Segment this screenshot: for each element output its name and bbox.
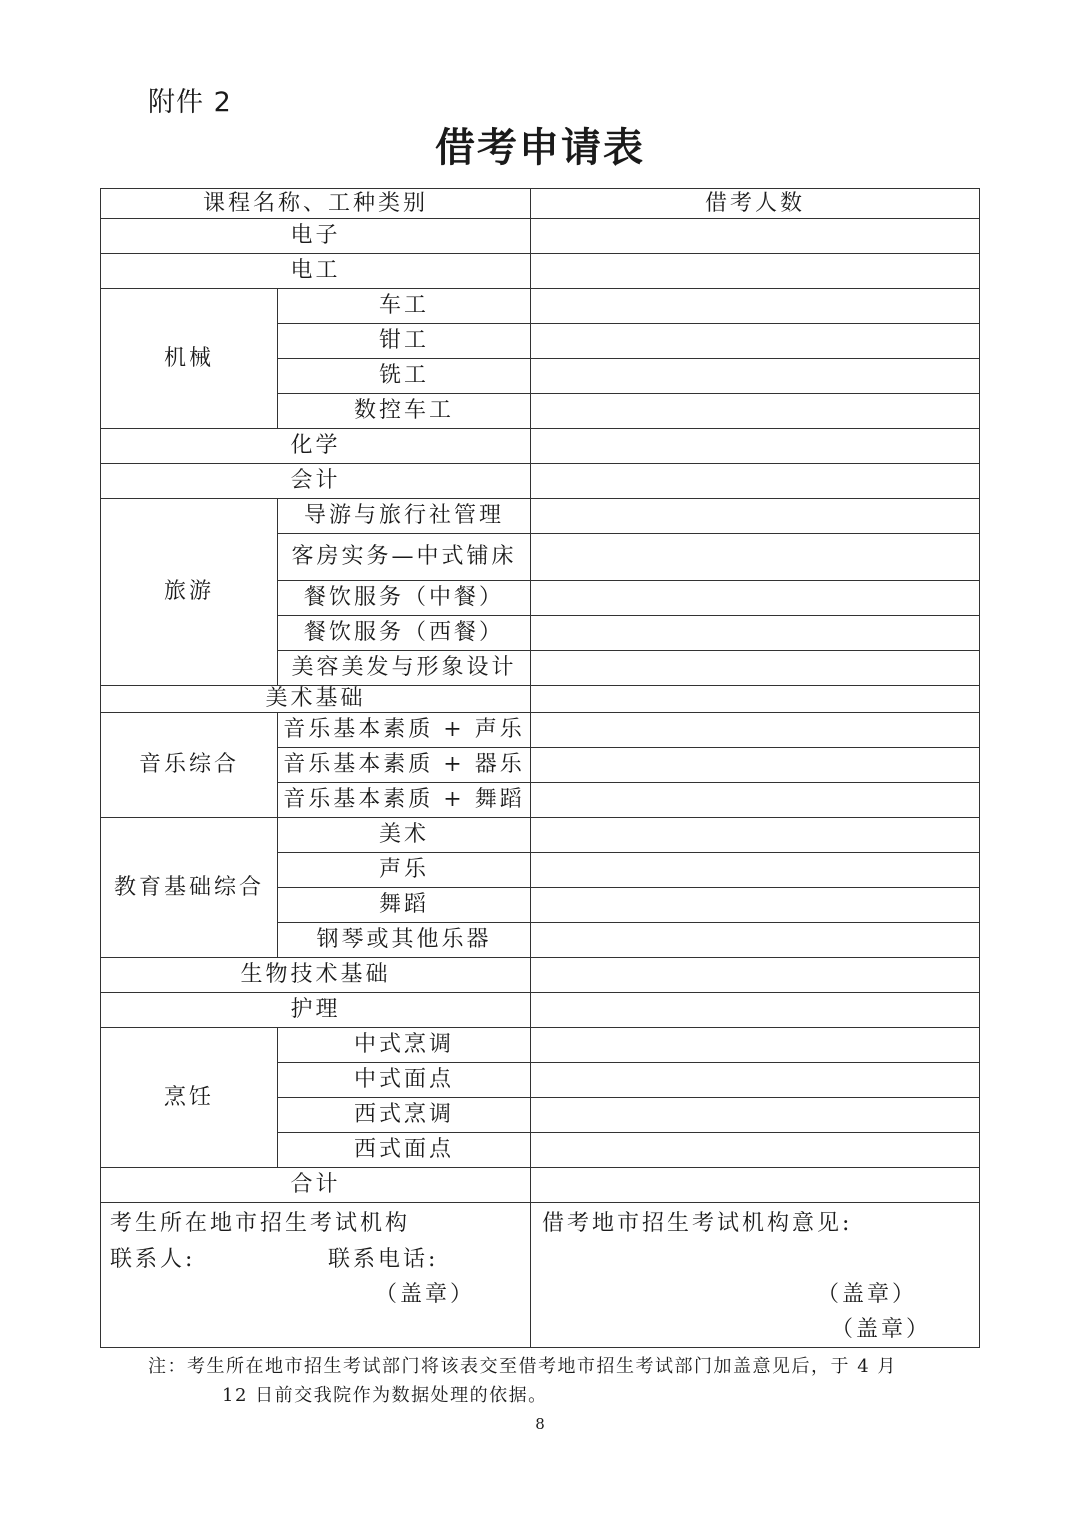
count-cell[interactable] bbox=[531, 616, 980, 651]
course-chemistry: 化学 bbox=[101, 429, 531, 464]
count-cell[interactable] bbox=[531, 394, 980, 429]
count-cell[interactable] bbox=[531, 713, 980, 748]
attachment-label: 附件 2 bbox=[148, 87, 232, 118]
count-cell[interactable] bbox=[531, 888, 980, 923]
home-seal-label: （盖章） bbox=[375, 1282, 476, 1307]
count-cell[interactable] bbox=[531, 923, 980, 958]
header-count: 借考人数 bbox=[531, 189, 980, 219]
course-item: 餐饮服务（中餐） bbox=[278, 581, 531, 616]
count-cell[interactable] bbox=[531, 1133, 980, 1168]
note-line-1: 注：考生所在地市招生考试部门将该表交至借考地市招生考试部门加盖意见后，于 4 月 bbox=[148, 1356, 897, 1377]
table-row bbox=[101, 818, 980, 853]
count-cell[interactable] bbox=[531, 748, 980, 783]
count-cell[interactable] bbox=[531, 853, 980, 888]
count-cell[interactable] bbox=[531, 359, 980, 394]
host-seal-label-1: （盖章） bbox=[817, 1282, 918, 1307]
table-row bbox=[101, 464, 980, 499]
course-item: 美术 bbox=[278, 818, 531, 853]
table-row bbox=[101, 713, 980, 748]
table-row bbox=[101, 429, 980, 464]
count-cell[interactable] bbox=[531, 651, 980, 686]
table-header-row bbox=[101, 189, 980, 219]
count-cell[interactable] bbox=[531, 499, 980, 534]
course-item: 西式烹调 bbox=[278, 1098, 531, 1133]
count-cell[interactable] bbox=[531, 581, 980, 616]
table-row bbox=[101, 1028, 980, 1063]
host-opinion-label: 借考地市招生考试机构意见: bbox=[542, 1211, 853, 1236]
count-cell[interactable] bbox=[531, 464, 980, 499]
course-item: 钳工 bbox=[278, 324, 531, 359]
total-count-cell[interactable] bbox=[531, 1168, 980, 1203]
group-tourism: 旅游 bbox=[101, 499, 278, 686]
total-row bbox=[101, 1168, 980, 1203]
count-cell[interactable] bbox=[531, 324, 980, 359]
course-item: 铣工 bbox=[278, 359, 531, 394]
course-item: 钢琴或其他乐器 bbox=[278, 923, 531, 958]
group-education: 教育基础综合 bbox=[101, 818, 278, 958]
signature-row bbox=[101, 1203, 980, 1348]
count-cell[interactable] bbox=[531, 254, 980, 289]
table-row bbox=[101, 958, 980, 993]
course-item: 导游与旅行社管理 bbox=[278, 499, 531, 534]
course-item: 美容美发与形象设计 bbox=[278, 651, 531, 686]
group-music: 音乐综合 bbox=[101, 713, 278, 818]
count-cell[interactable] bbox=[531, 289, 980, 324]
host-seal-label-2: （盖章） bbox=[831, 1317, 932, 1342]
page-number: 8 bbox=[535, 1415, 545, 1433]
course-item: 中式烹调 bbox=[278, 1028, 531, 1063]
home-org-label: 考生所在地市招生考试机构 bbox=[110, 1211, 411, 1236]
table-row bbox=[101, 993, 980, 1028]
course-electrician: 电工 bbox=[101, 254, 531, 289]
count-cell[interactable] bbox=[531, 219, 980, 254]
count-cell[interactable] bbox=[531, 1028, 980, 1063]
host-institution-box[interactable] bbox=[531, 1203, 980, 1348]
course-biotech: 生物技术基础 bbox=[101, 958, 531, 993]
course-item: 音乐基本素质 + 器乐 bbox=[278, 748, 531, 783]
count-cell[interactable] bbox=[531, 429, 980, 464]
count-cell[interactable] bbox=[531, 993, 980, 1028]
phone-label: 联系电话: bbox=[328, 1247, 439, 1272]
course-item: 中式面点 bbox=[278, 1063, 531, 1098]
count-cell[interactable] bbox=[531, 1063, 980, 1098]
course-accounting: 会计 bbox=[101, 464, 531, 499]
course-electronics: 电子 bbox=[101, 219, 531, 254]
course-art-basics: 美术基础 bbox=[101, 686, 531, 713]
group-cooking: 烹饪 bbox=[101, 1028, 278, 1168]
group-machinery: 机械 bbox=[101, 289, 278, 429]
count-cell[interactable] bbox=[531, 818, 980, 853]
count-cell[interactable] bbox=[531, 534, 980, 581]
table-row bbox=[101, 289, 980, 324]
course-item: 舞蹈 bbox=[278, 888, 531, 923]
count-cell[interactable] bbox=[531, 686, 980, 713]
course-item: 餐饮服务（西餐） bbox=[278, 616, 531, 651]
count-cell[interactable] bbox=[531, 1098, 980, 1133]
table-row bbox=[101, 254, 980, 289]
table-row bbox=[101, 499, 980, 534]
home-institution-box[interactable] bbox=[101, 1203, 531, 1348]
total-label: 合计 bbox=[101, 1168, 531, 1203]
count-cell[interactable] bbox=[531, 958, 980, 993]
course-item: 音乐基本素质 + 舞蹈 bbox=[278, 783, 531, 818]
course-item: 音乐基本素质 + 声乐 bbox=[278, 713, 531, 748]
course-item: 西式面点 bbox=[278, 1133, 531, 1168]
form-title: 借考申请表 bbox=[435, 124, 645, 171]
course-item: 客房实务—中式铺床 bbox=[278, 534, 531, 581]
course-item: 声乐 bbox=[278, 853, 531, 888]
contact-label: 联系人: bbox=[110, 1247, 196, 1272]
course-item: 车工 bbox=[278, 289, 531, 324]
header-course: 课程名称、工种类别 bbox=[101, 189, 531, 219]
course-nursing: 护理 bbox=[101, 993, 531, 1028]
note-line-2: 12 日前交我院作为数据处理的依据。 bbox=[222, 1385, 548, 1406]
count-cell[interactable] bbox=[531, 783, 980, 818]
course-item: 数控车工 bbox=[278, 394, 531, 429]
table-row bbox=[101, 686, 980, 713]
table-row bbox=[101, 219, 980, 254]
application-table bbox=[100, 188, 980, 1348]
